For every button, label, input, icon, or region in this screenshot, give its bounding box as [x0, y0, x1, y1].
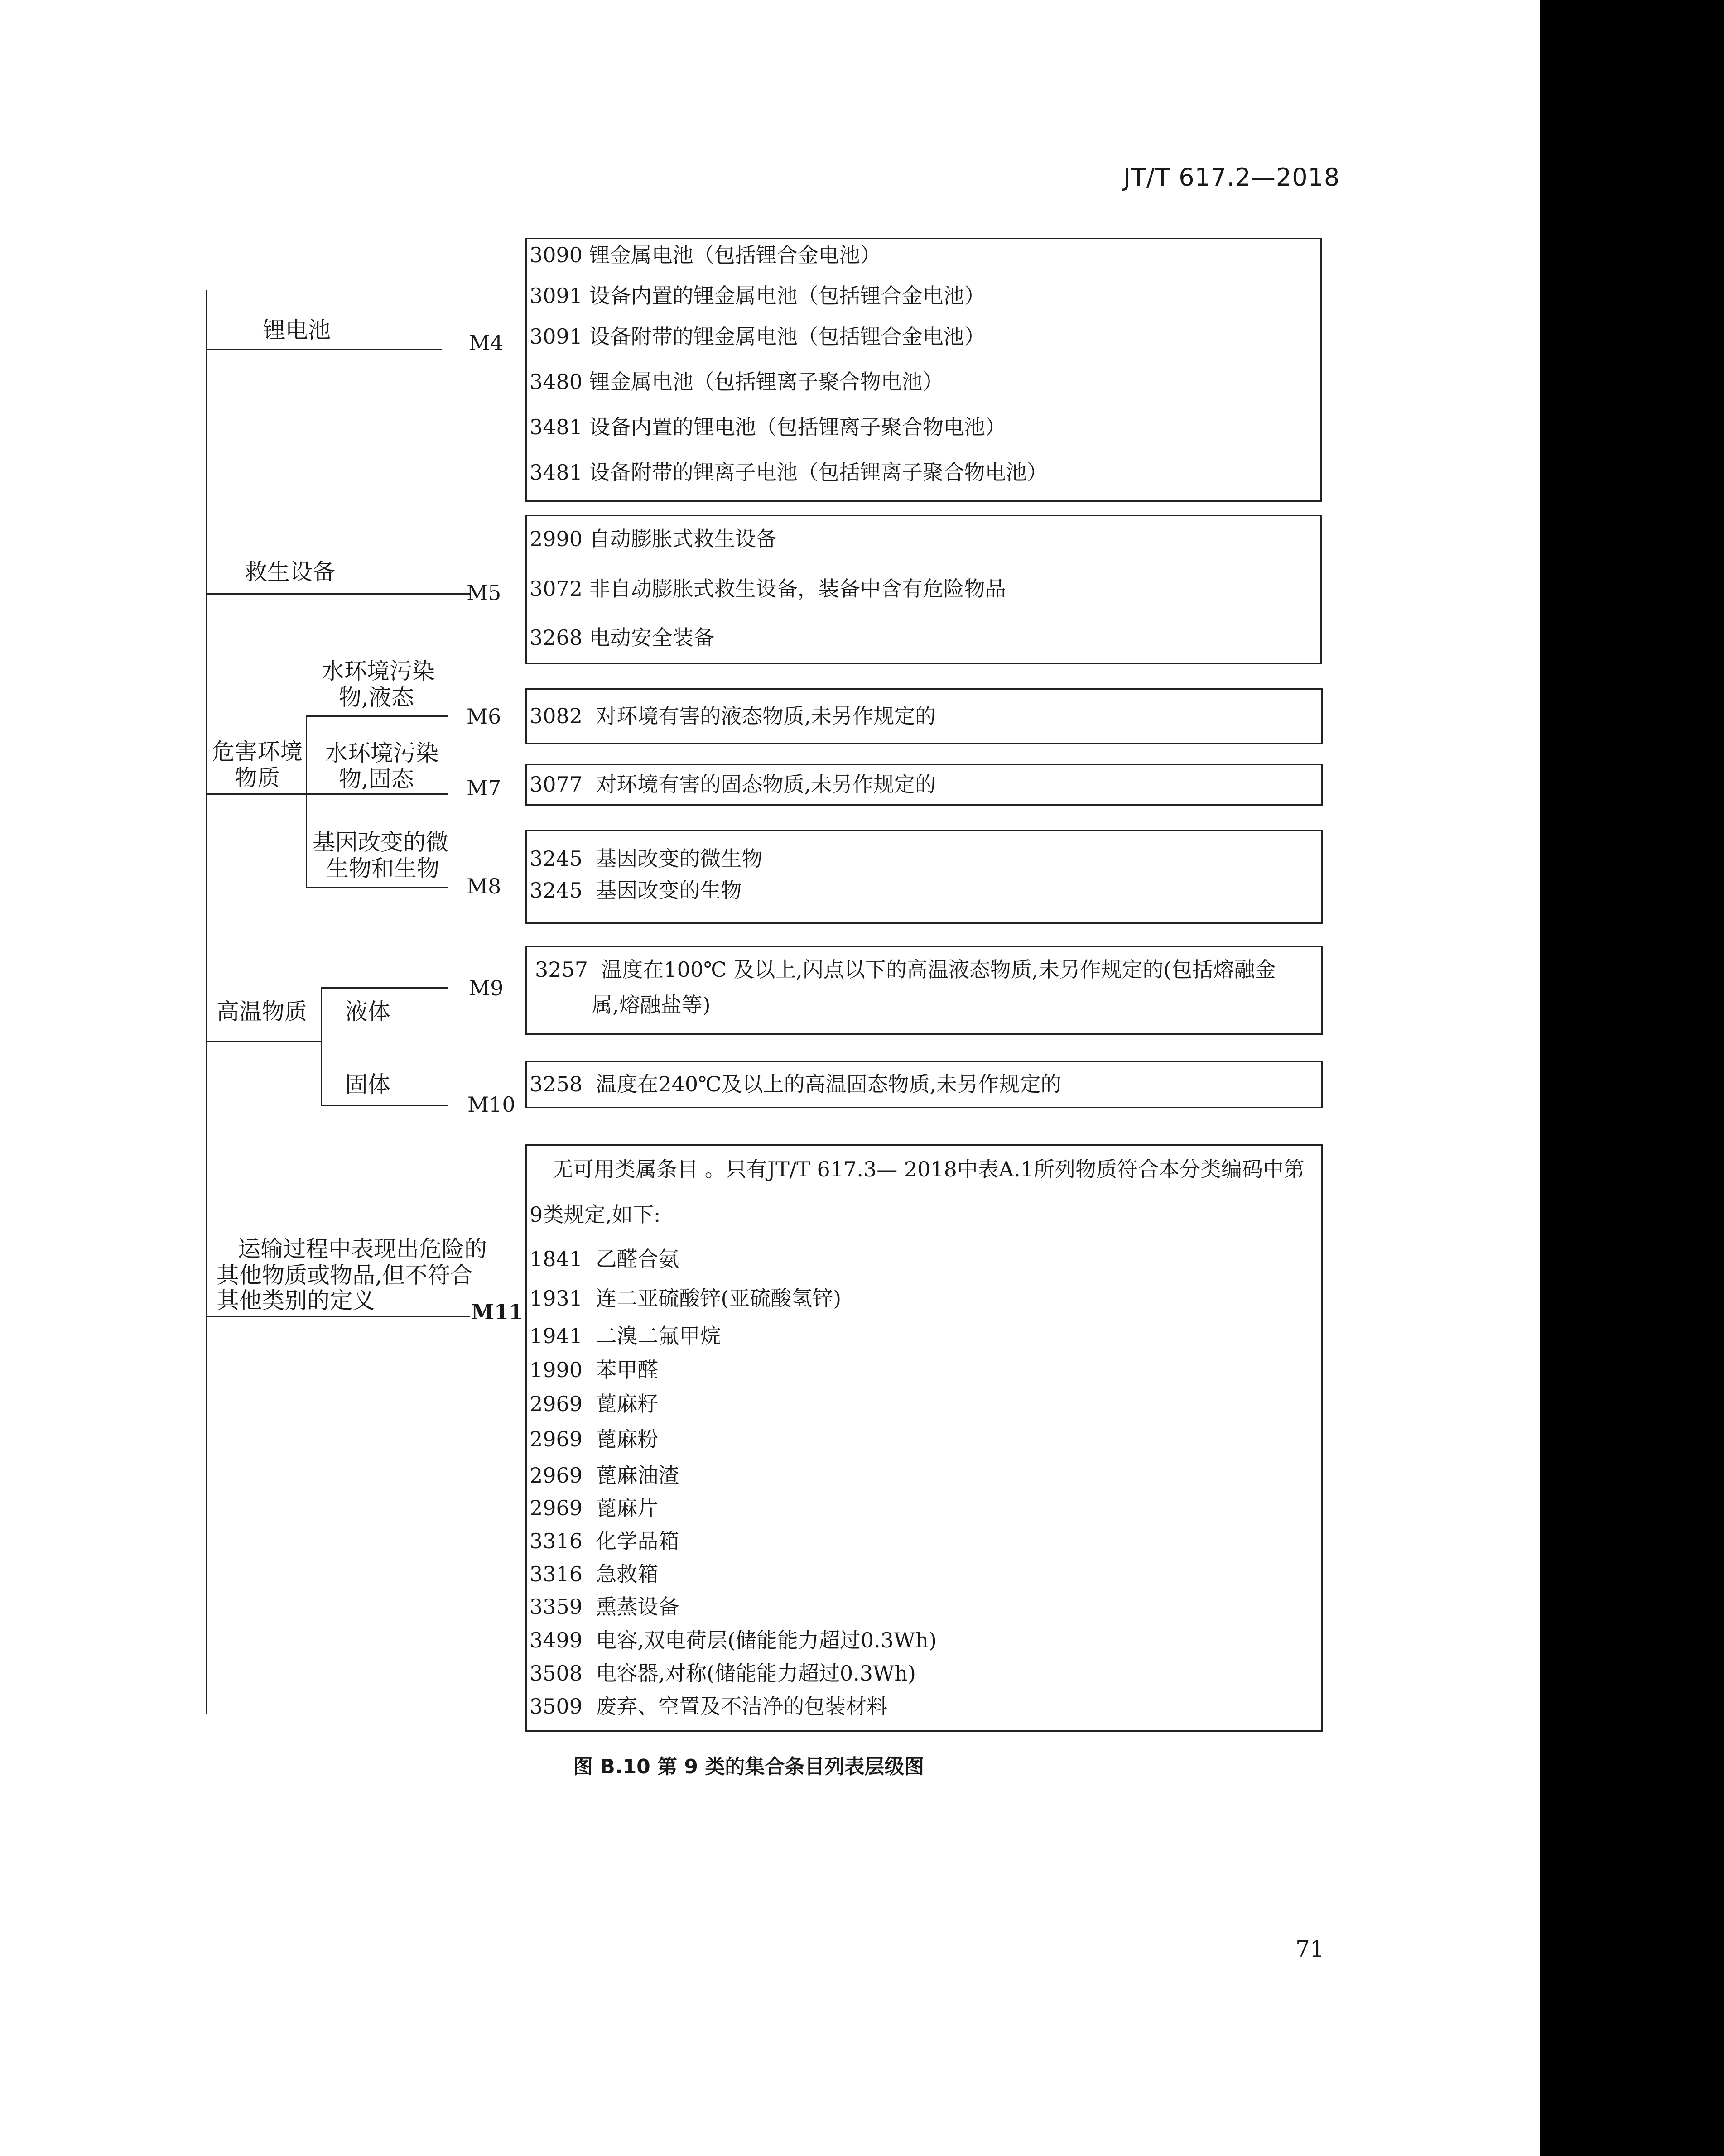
- env-liquid-label-line1: 水环境污染: [322, 658, 435, 684]
- un-number: 3072: [530, 576, 583, 601]
- entry-row: [530, 460, 1048, 485]
- un-number: 3316: [530, 1562, 583, 1586]
- page-number: 71: [1295, 1936, 1324, 1962]
- branch-line-lithium: [206, 349, 442, 350]
- code-m11: M11: [471, 1300, 523, 1324]
- entry-text: 废弃、空置及不洁净的包装材料: [596, 1694, 888, 1719]
- box-m9-entries: [525, 946, 1323, 1035]
- box-m10-entries: [525, 1061, 1323, 1108]
- code-m4: M4: [469, 331, 504, 355]
- entry-row: [530, 1463, 679, 1488]
- un-number: 2990: [530, 527, 583, 551]
- un-number: 1990: [530, 1358, 583, 1382]
- code-m10: M10: [467, 1092, 515, 1117]
- entry-text: 设备附带的锂金属电池（包括锂合金电池）: [589, 324, 985, 349]
- entry-row: [530, 1071, 1061, 1097]
- entry-text: 蓖麻粉: [596, 1427, 659, 1451]
- entry-text: 温度在240℃及以上的高温固态物质,未另作规定的: [596, 1072, 1062, 1096]
- branch-line-lifesaving: [206, 593, 471, 595]
- entry-row: [530, 1495, 658, 1521]
- un-number: 1841: [530, 1247, 583, 1271]
- env-gm-label-line2: 生物和生物: [326, 855, 439, 882]
- code-m5: M5: [467, 581, 501, 605]
- category-lifesaving-equipment: 救生设备: [245, 559, 335, 585]
- entry-row: [530, 1286, 841, 1311]
- un-number: 3359: [530, 1594, 583, 1619]
- entry-text-line2: 属,熔融盐等): [592, 993, 711, 1017]
- entry-text: 电容器,对称(储能能力超过0.3Wh): [596, 1661, 916, 1685]
- entry-text: 乙醛合氨: [596, 1247, 679, 1271]
- branch-line-hightemp: [206, 1041, 322, 1042]
- entry-text: 蓖麻油渣: [596, 1463, 679, 1488]
- box-m11-entries: [525, 1144, 1323, 1732]
- category-other-line3: 其他类别的定义: [217, 1287, 375, 1314]
- un-number: 3316: [530, 1529, 583, 1553]
- entry-text-line1: 温度在100℃ 及以上,闪点以下的高温液态物质,未另作规定的(包括熔融金: [601, 957, 1276, 982]
- un-number: 3091: [530, 283, 583, 308]
- un-number: 2969: [530, 1427, 583, 1451]
- env-solid-label-line2: 物,固态: [339, 766, 414, 792]
- hightemp-liquid-label: 液体: [345, 999, 390, 1025]
- box-m7-entries: [525, 764, 1323, 806]
- box-m4-entries: [525, 238, 1322, 502]
- entry-text: 电容,双电荷层(储能能力超过0.3Wh): [596, 1628, 937, 1652]
- box-m5-entries: [525, 515, 1322, 664]
- entry-row: [530, 1628, 937, 1653]
- entry-text: 对环境有害的液态物质,未另作规定的: [596, 704, 936, 728]
- entry-row: [530, 242, 881, 268]
- category-environment-line1: 危害环境: [212, 739, 303, 765]
- un-number: 3268: [530, 625, 583, 650]
- un-number: 2969: [530, 1392, 583, 1416]
- entry-text: 蓖麻片: [596, 1496, 659, 1520]
- entry-row: [530, 1357, 658, 1383]
- m11-intro-text: 无可用类属条目 。只有JT/T 617.3— 2018中表A.1所列物质符合本分类编码中第9类规定,如下:: [530, 1157, 1305, 1227]
- entry-text: 化学品箱: [596, 1529, 679, 1553]
- code-m7: M7: [467, 776, 501, 800]
- entry-row: [530, 1561, 658, 1587]
- hightemp-solid-label: 固体: [345, 1071, 390, 1098]
- code-m6: M6: [467, 704, 501, 729]
- entry-text: 苯甲醛: [596, 1358, 659, 1382]
- entry-text: 非自动膨胀式救生设备，装备中含有危险物品: [589, 576, 1006, 601]
- box-m8-entries: [525, 830, 1323, 924]
- entry-text: 自动膨胀式救生设备: [589, 527, 777, 551]
- entry-row: [530, 526, 777, 552]
- un-number: 3258: [530, 1072, 583, 1096]
- entry-row: [530, 1246, 679, 1272]
- un-number: 3509: [530, 1694, 583, 1719]
- un-number: 3508: [530, 1661, 583, 1685]
- un-number: 3480: [530, 370, 583, 394]
- branch-line-env-gm: [306, 887, 448, 888]
- entry-text: 锂金属电池（包括锂离子聚合物电池）: [589, 370, 944, 394]
- entry-text: 电动安全装备: [589, 625, 714, 650]
- document-code: JT/T 617.2—2018: [1123, 163, 1340, 192]
- category-high-temperature: 高温物质: [217, 999, 307, 1025]
- entry-row: [530, 772, 936, 797]
- un-number: 2969: [530, 1463, 583, 1488]
- entry-row: [530, 878, 742, 903]
- figure-caption: 图 B.10 第 9 类的集合条目列表层级图: [573, 1755, 925, 1778]
- env-sub-vertical-line: [306, 715, 307, 888]
- un-number: 3245: [530, 878, 583, 903]
- entry-row: [530, 625, 714, 650]
- entry-row: [530, 1594, 679, 1619]
- entry-row: [530, 283, 985, 308]
- env-liquid-label-line2: 物,液态: [339, 684, 414, 711]
- entry-text: 锂金属电池（包括锂合金电池）: [589, 243, 881, 267]
- hightemp-sub-vertical-line: [321, 987, 322, 1106]
- code-m9: M9: [469, 976, 504, 1000]
- entry-text: 连二亚硫酸锌(亚硫酸氢锌): [596, 1286, 842, 1311]
- entry-text: 二溴二氟甲烷: [596, 1324, 721, 1348]
- un-number: 3091: [530, 324, 583, 349]
- entry-row: [535, 957, 1276, 982]
- un-number: 2969: [530, 1496, 583, 1520]
- branch-line-hightemp-solid: [321, 1105, 448, 1106]
- un-number: 1941: [530, 1324, 583, 1348]
- entry-row: [530, 324, 985, 349]
- un-number: 1931: [530, 1286, 583, 1311]
- entry-text: 设备内置的锂金属电池（包括锂合金电池）: [589, 283, 985, 308]
- un-number: 3082: [530, 704, 583, 728]
- un-number: 3481: [530, 415, 583, 439]
- category-other-line2: 其他物质或物品,但不符合: [217, 1262, 473, 1288]
- branch-line-environment: [206, 793, 306, 795]
- env-gm-label-line1: 基因改变的微: [313, 829, 448, 855]
- entry-row: [530, 703, 936, 729]
- branch-line-env-liquid: [306, 715, 448, 717]
- category-lithium-battery: 锂电池: [263, 317, 331, 343]
- tree-trunk-line: [206, 290, 207, 1714]
- code-m8: M8: [467, 874, 501, 898]
- branch-line-other: [206, 1316, 470, 1317]
- entry-text: 熏蒸设备: [596, 1594, 679, 1619]
- entry-row: [530, 1323, 721, 1349]
- entry-text: 设备附带的锂离子电池（包括锂离子聚合物电池）: [589, 460, 1048, 485]
- entry-row: [530, 1426, 658, 1452]
- box-m6-entries: [525, 688, 1323, 744]
- branch-line-env-solid: [306, 793, 448, 795]
- entry-text: 设备内置的锂电池（包括锂离子聚合物电池）: [589, 415, 1006, 439]
- un-number: 3245: [530, 846, 583, 871]
- entry-text: 蓖麻籽: [596, 1392, 659, 1416]
- entry-row: [530, 576, 1006, 601]
- entry-row: [530, 1391, 658, 1417]
- un-number: 3481: [530, 460, 583, 485]
- un-number: 3499: [530, 1628, 583, 1652]
- entry-row: [530, 414, 1006, 440]
- un-number: 3077: [530, 772, 583, 797]
- env-solid-label-line1: 水环境污染: [325, 740, 438, 766]
- branch-line-hightemp-liquid: [321, 987, 448, 989]
- entry-row-continuation: [592, 992, 711, 1018]
- entry-text: 基因改变的微生物: [596, 846, 763, 871]
- entry-text: 基因改变的生物: [596, 878, 742, 903]
- un-number: 3257: [535, 957, 588, 982]
- scan-border-strip: [1540, 0, 1724, 2156]
- entry-row: [530, 1528, 679, 1554]
- category-other-line1: 运输过程中表现出危险的: [238, 1236, 487, 1262]
- un-number: 3090: [530, 243, 583, 267]
- entry-row: [530, 846, 762, 871]
- entry-row: [530, 1661, 916, 1686]
- entry-row: [530, 369, 944, 394]
- entry-row: [530, 1694, 887, 1719]
- entry-text: 急救箱: [596, 1562, 659, 1586]
- entry-text: 对环境有害的固态物质,未另作规定的: [596, 772, 936, 797]
- category-environment-line2: 物质: [235, 765, 280, 791]
